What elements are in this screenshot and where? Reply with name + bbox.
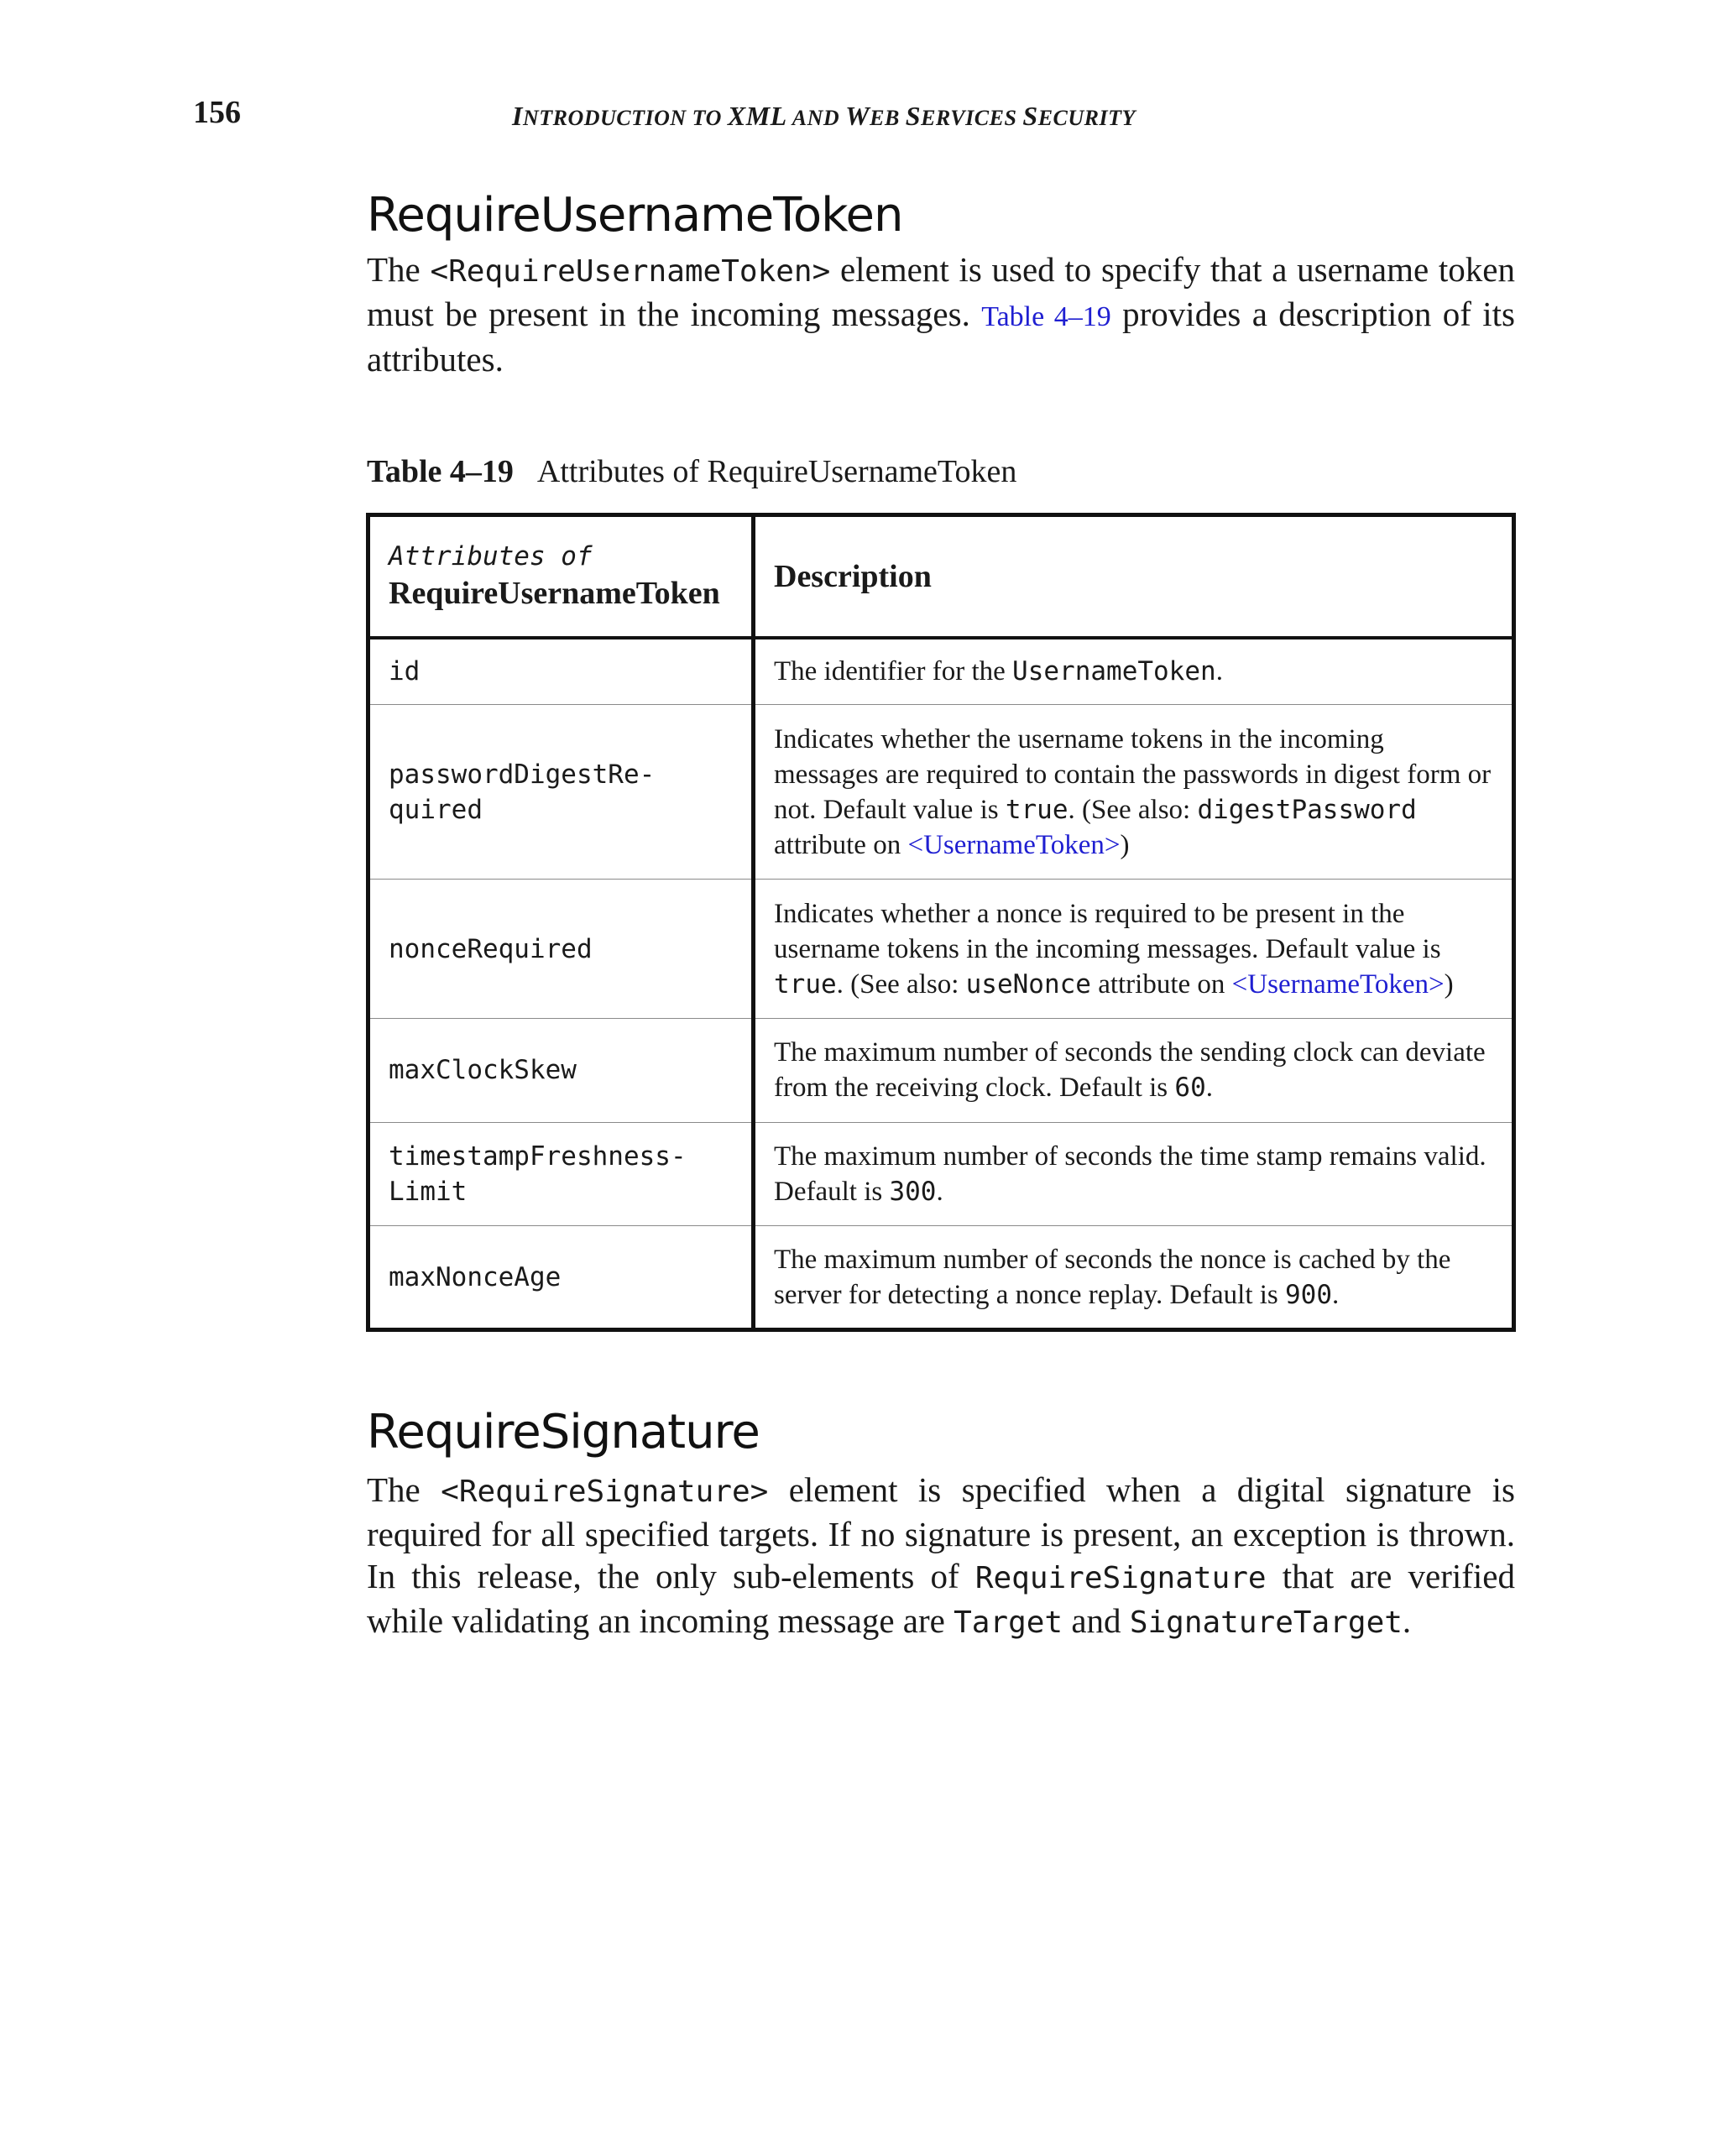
table-caption-text: Attributes of RequireUsernameToken: [536, 454, 1017, 489]
table-header-row: [368, 515, 1514, 638]
username-token-link[interactable]: <UsernameToken>: [1231, 968, 1445, 1000]
table-reference-link[interactable]: Table 4–19: [981, 301, 1111, 332]
attribute-name: maxNonceAge: [368, 1226, 754, 1330]
inline-code: <RequireSignature>: [441, 1475, 769, 1509]
attribute-description: The maximum number of seconds the nonce is cached by the server for detecting a nonce replay. Default is 900.: [754, 1226, 1514, 1330]
section-1-paragraph: The <RequireUsernameToken> element is used to specify that a username token must be present in the incoming messages. Table 4–19 provides a description of its attributes.: [367, 250, 1515, 378]
inline-code: Target: [954, 1605, 1063, 1640]
attribute-name: maxClockSkew: [368, 1019, 754, 1123]
username-token-link[interactable]: <UsernameToken>: [907, 829, 1121, 860]
section-heading-require-username-token: RequireUsernameToken: [367, 188, 903, 243]
inline-code: SignatureTarget: [1129, 1605, 1403, 1640]
table-row: [368, 638, 1514, 705]
table-caption: [367, 453, 1016, 490]
attribute-description: Indicates whether the username tokens in the incoming messages are required to contain the passwords in digest form or not. Default value is true. (See also: digestPassword attribute on <UsernameToken>): [754, 705, 1514, 880]
attribute-name: timestampFreshness- Limit: [368, 1122, 754, 1226]
running-title: INTRODUCTION TO XML AND WEB SERVICES SECURITY: [512, 101, 1136, 131]
attributes-table: [366, 513, 1516, 1332]
table-row: [368, 1122, 1514, 1226]
attribute-description: The identifier for the UsernameToken.: [754, 638, 1514, 705]
table-row: [368, 705, 1514, 880]
section-2-paragraph: The <RequireSignature> element is specified when a digital signature is required for all specified targets. If no signature is present, an exception is thrown. In this release, the only sub-elements of RequireSignature that are verified while validating an incoming message are Target and SignatureTarget.: [367, 1470, 1516, 1640]
attribute-name: id: [368, 638, 754, 705]
attribute-description: Indicates whether a nonce is required to be present in the username tokens in the incoming messages. Default value is true. (See also: useNonce attribute on <UsernameToken>): [754, 880, 1514, 1019]
attribute-description: The maximum number of seconds the time stamp remains valid. Default is 300.: [754, 1122, 1514, 1226]
attribute-name: passwordDigestRe- quired: [368, 705, 754, 880]
table-row: [368, 1019, 1514, 1123]
inline-code: RequireSignature: [974, 1561, 1267, 1595]
table-caption-label: Table 4–19: [367, 454, 514, 489]
table-row: [368, 1226, 1514, 1330]
attribute-description: The maximum number of seconds the sending clock can deviate from the receiving clock. Default is 60.: [754, 1019, 1514, 1123]
column-header-attributes: Attributes of RequireUsernameToken: [368, 515, 754, 638]
table-row: [368, 880, 1514, 1019]
section-heading-require-signature: RequireSignature: [367, 1405, 760, 1459]
page-number: 156: [193, 95, 241, 130]
attribute-name: nonceRequired: [368, 880, 754, 1019]
inline-code: <RequireUsernameToken>: [430, 254, 831, 289]
column-header-description: Description: [754, 515, 1514, 638]
